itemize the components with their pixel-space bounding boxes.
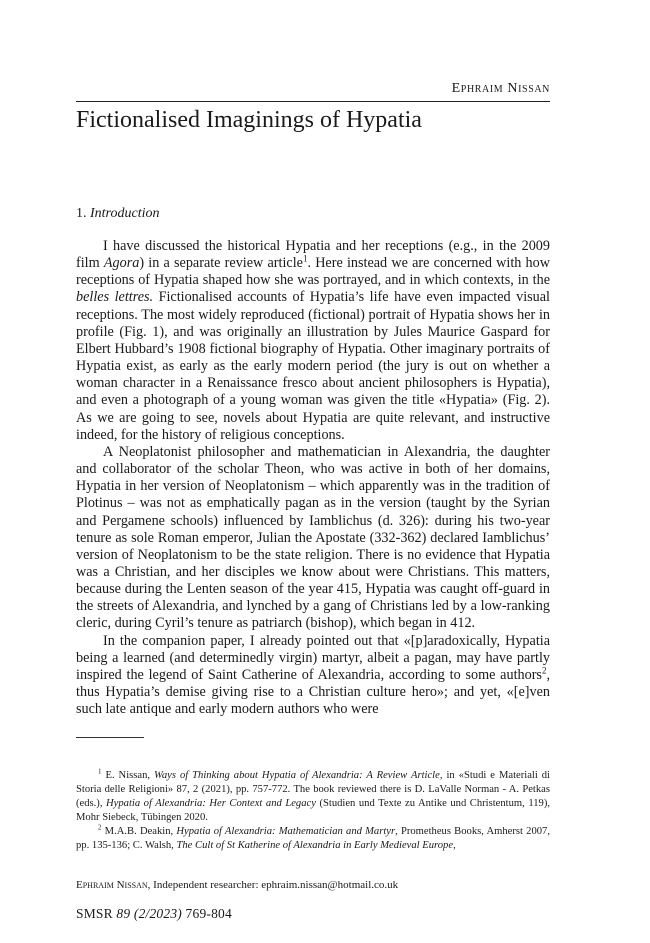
text-run: . Here instead we are concerned with how receptions of Hypatia shaped how she was portrayed, and in which contexts, in the xyxy=(76,255,550,289)
section-title: Introduction xyxy=(90,206,160,221)
footnotes xyxy=(76,769,550,852)
author-name: Ephraim Nissan xyxy=(76,879,148,891)
paragraph-3 xyxy=(76,633,550,719)
cited-title: Hypatia of Alexandria: Her Context and Legacy xyxy=(106,797,316,809)
footnote-mark: 1 xyxy=(98,767,102,776)
paragraph-1 xyxy=(76,238,550,444)
text-run: M.A.B. Deakin, xyxy=(101,825,177,837)
footnote-mark: 2 xyxy=(98,823,102,832)
text-run: I have discussed the historical Hypatia and her receptions (e.g., in the 2009 film xyxy=(76,238,550,272)
text-run: , Prometheus Books, Amherst 2007, pp. 135-136; C. Walsh, xyxy=(76,825,550,851)
affiliation-text: , Independent researcher: ephraim.nissan@hotmail.co.uk xyxy=(147,879,399,891)
text-run: , thus Hypatia’s demise giving rise to a Christian culture hero»; and yet, «[e]ven such late antique and early modern authors who were xyxy=(76,666,550,718)
journal-citation xyxy=(76,905,232,923)
cited-title: Hypatia of Alexandria: Mathematician and Martyr xyxy=(176,825,396,837)
cited-title: Ways of Thinking about Hypatia of Alexandria: A Review Article xyxy=(154,770,440,781)
journal-issue: 89 (2/2023) xyxy=(116,906,182,921)
body-text xyxy=(76,238,550,718)
running-head-author: Ephraim Nissan xyxy=(451,81,550,96)
footnote-ref-1[interactable]: 1 xyxy=(302,253,308,264)
section-number: 1. xyxy=(76,206,87,221)
text-run: (Studien und Texte zu Antike und Christentum, 119), Mohr Siebeck, Tübingen 2020. xyxy=(76,797,551,823)
text-run: , xyxy=(453,839,456,851)
article-title: Fictionalised Imaginings of Hypatia xyxy=(76,107,422,133)
journal-abbr: SMSR xyxy=(76,906,117,921)
text-run: , in «Studi e Materiali di Storia delle Religioni» 87, 2 (2021), pp. 757-772. The book reviewed there is D. LaValle Norman - A. Petkas (eds.), xyxy=(76,770,550,809)
text-run: E. Nissan, xyxy=(101,770,155,781)
footnote-2 xyxy=(76,825,550,853)
italic-term: belles lettres. xyxy=(76,289,154,306)
text-run: In the companion paper, I already pointed out that «[p]aradoxically, Hypatia being a learned (and determinedly virgin) martyr, albeit a pagan, may have partly inspired the legend of Saint Catherine of Alexandria, according to some authors xyxy=(76,632,550,683)
journal-pages: 769-804 xyxy=(181,906,232,921)
cited-title: The Cult of St Katherine of Alexandria in Early Medieval Europe xyxy=(176,839,454,851)
text-run: Fictionalised accounts of Hypatia’s life have even impacted visual receptions. The most widely reproduced (fictional) portrait of Hypatia shows her in profile (Fig. 1), and was originally an illustration by Jules Maurice Gaspard for Elbert Hubbard’s 1908 fictional biography of Hypatia. Other imaginary portraits of Hypatia exist, as early as the early modern period (the jury is out on whether a woman character in a Renaissance fresco about ancient philosophers is Hypatia), and even a photograph of a young woman was given the title «Hypatia» (Fig. 2). As we are going to see, novels about Hypatia are quite relevant, and instructive indeed, for the history of religious conceptions. xyxy=(76,289,550,443)
footnote-rule xyxy=(76,737,144,738)
author-affiliation xyxy=(76,878,398,892)
header-rule xyxy=(76,101,550,102)
text-run: ) in a separate review article xyxy=(139,255,303,272)
footnote-ref-2[interactable]: 2 xyxy=(541,665,547,676)
paragraph-2: A Neoplatonist philosopher and mathematician in Alexandria, the daughter and collaborator of the scholar Theon, who was active in both of her domains, Hypatia in her version of Neoplatonism – which apparently was in the tradition of Plotinus – was not as emphatically pagan as in the version (taught by the Syrian and Pergamene schools) influenced by Iamblichus (d. 326): during his two-year tenure as sole Roman emperor, Julian the Apostate (332-362) declared Iamblichus’ version of Neoplatonism to be the state religion. There is no evidence that Hypatia was a Christian, and her disciples we know about were Christians. This matters, because during the Lenten season of the year 415, Hypatia was caught off-guard in the streets of Alexandria, and lynched by a gang of Christians led by a low-ranking cleric, during Cyril’s tenure as patriarch (bishop), which began in 412. xyxy=(76,443,550,632)
film-title: Agora xyxy=(103,255,140,272)
section-heading xyxy=(76,205,159,223)
footnote-1 xyxy=(76,769,550,825)
